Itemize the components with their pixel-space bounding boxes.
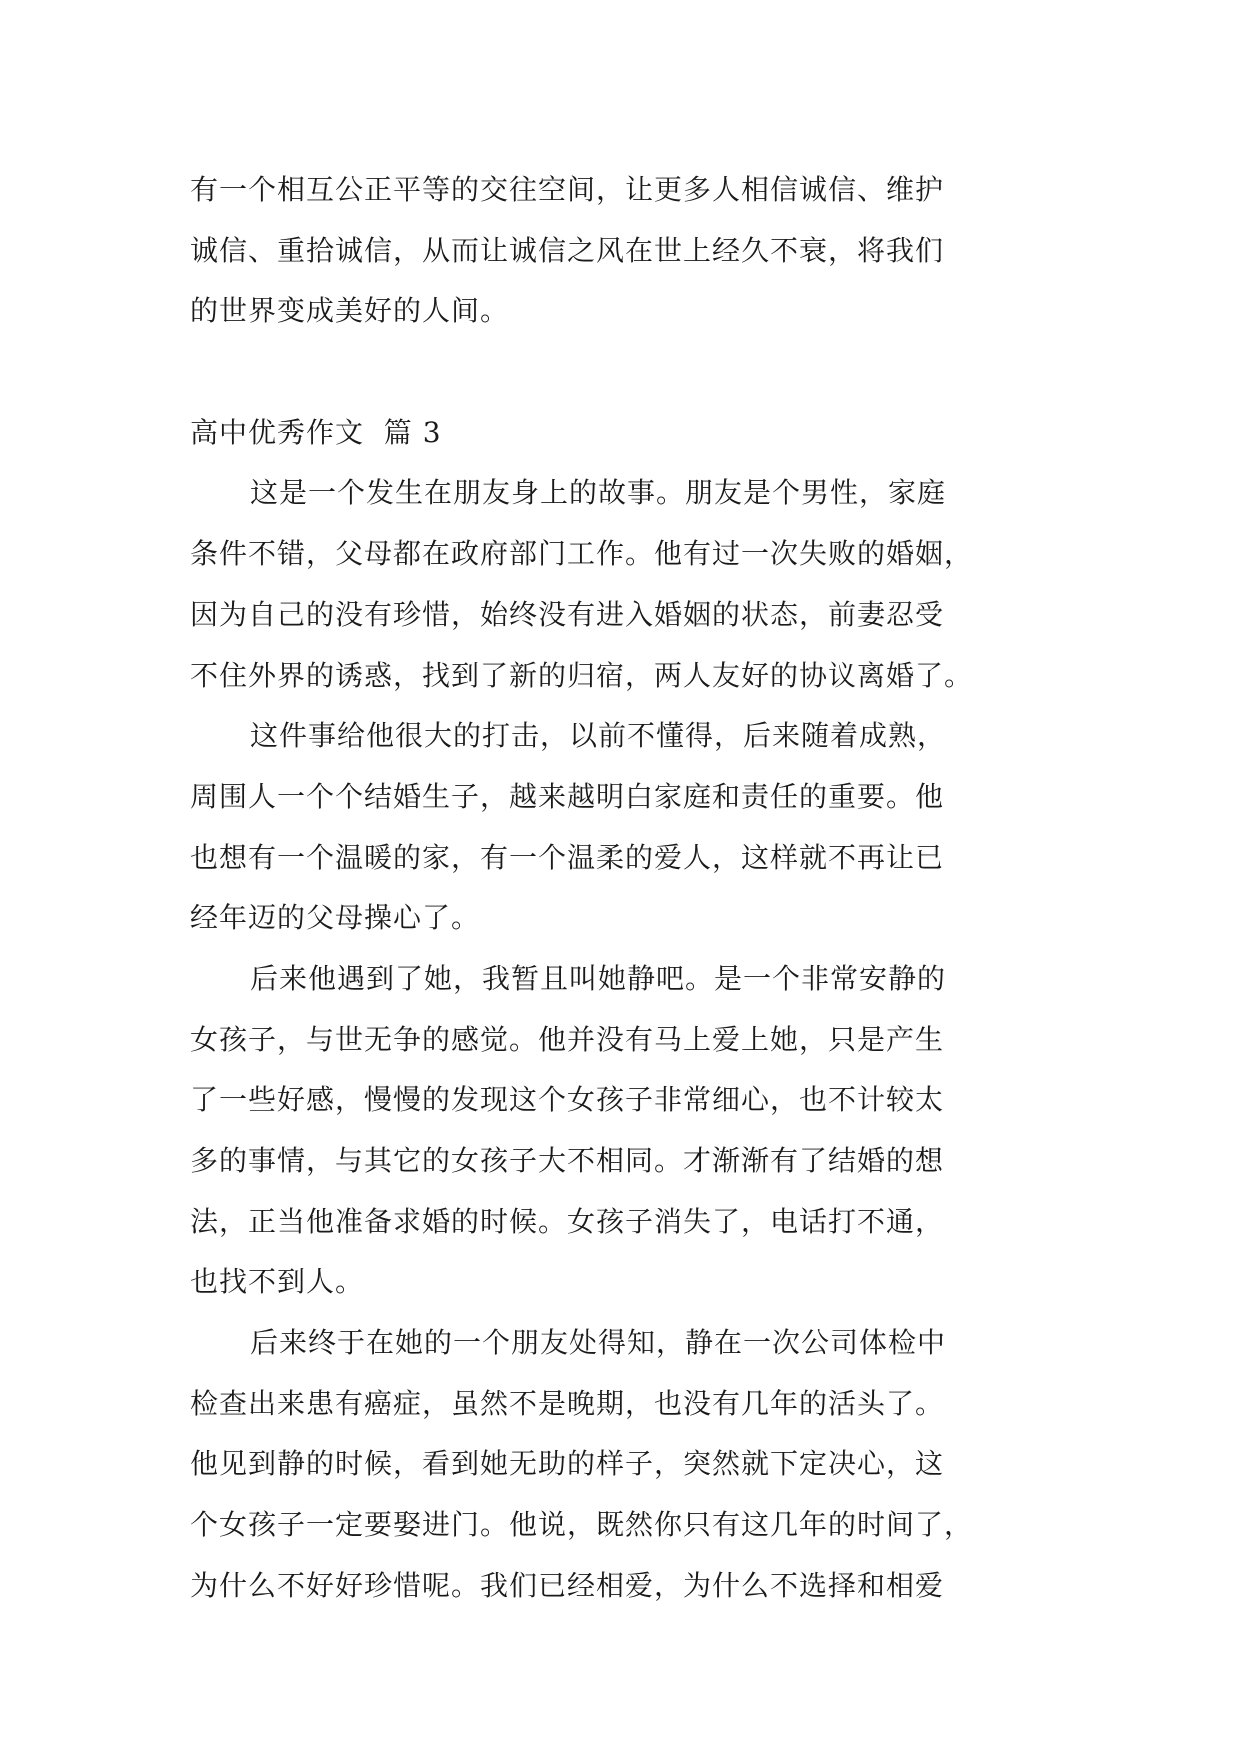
- text-line: 为什么不好好珍惜呢。我们已经相爱，为什么不选择和相爱: [190, 1568, 945, 1602]
- text-line: 因为自己的没有珍惜，始终没有进入婚姻的状态，前妻忍受: [190, 597, 945, 631]
- text-line: 也找不到人。: [190, 1265, 365, 1299]
- section-heading: 高中优秀作文 篇 3: [190, 415, 442, 449]
- paragraph-4: [190, 1313, 1060, 1616]
- document-body: [190, 160, 1060, 1617]
- text-line: 女孩子，与世无争的感觉。他并没有马上爱上她，只是产生: [190, 1022, 945, 1056]
- blank-line: [190, 342, 1060, 403]
- text-line: 条件不错，父母都在政府部门工作。他有过一次失败的婚姻，: [190, 537, 974, 571]
- text-line: 诚信、重拾诚信，从而让诚信之风在世上经久不衰，将我们: [190, 233, 945, 267]
- text-line: 了一些好感，慢慢的发现这个女孩子非常细心，也不计较太: [190, 1083, 945, 1117]
- text-line: 多的事情，与其它的女孩子大不相同。才渐渐有了结婚的想: [190, 1144, 945, 1177]
- paragraph-3: [190, 949, 1060, 1313]
- text-line: 这件事给他很大的打击，以前不懂得，后来随着成熟，: [250, 719, 947, 753]
- paragraph-1: [190, 463, 1060, 706]
- text-line: 检查出来患有癌症，虽然不是晚期，也没有几年的活头了。: [190, 1386, 945, 1420]
- text-line: 周围人一个个结婚生子，越来越明白家庭和责任的重要。他: [190, 779, 945, 813]
- text-line: 这是一个发生在朋友身上的故事。朋友是个男性，家庭: [250, 476, 947, 510]
- text-line: 也想有一个温暖的家，有一个温柔的爱人，这样就不再让已: [190, 840, 945, 874]
- text-line: 后来他遇到了她，我暂且叫她静吧。是一个非常安静的: [250, 961, 947, 995]
- text-line: 后来终于在她的一个朋友处得知，静在一次公司体检中: [250, 1326, 947, 1360]
- text-line: 经年迈的父母操心了。: [190, 901, 481, 935]
- intro-paragraph: [190, 160, 1060, 342]
- text-line: 有一个相互公正平等的交往空间，让更多人相信诚信、维护: [190, 173, 945, 206]
- text-line: 个女孩子一定要娶进门。他说，既然你只有这几年的时间了，: [190, 1508, 974, 1542]
- paragraph-2: [190, 706, 1060, 949]
- text-line: 不住外界的诱惑，找到了新的归宿，两人友好的协议离婚了。: [190, 658, 974, 692]
- text-line: 法，正当他准备求婚的时候。女孩子消失了，电话打不通，: [190, 1204, 945, 1238]
- text-line: 他见到静的时候，看到她无助的样子，突然就下定决心，这: [190, 1447, 945, 1481]
- text-line: 的世界变成美好的人间。: [190, 294, 510, 328]
